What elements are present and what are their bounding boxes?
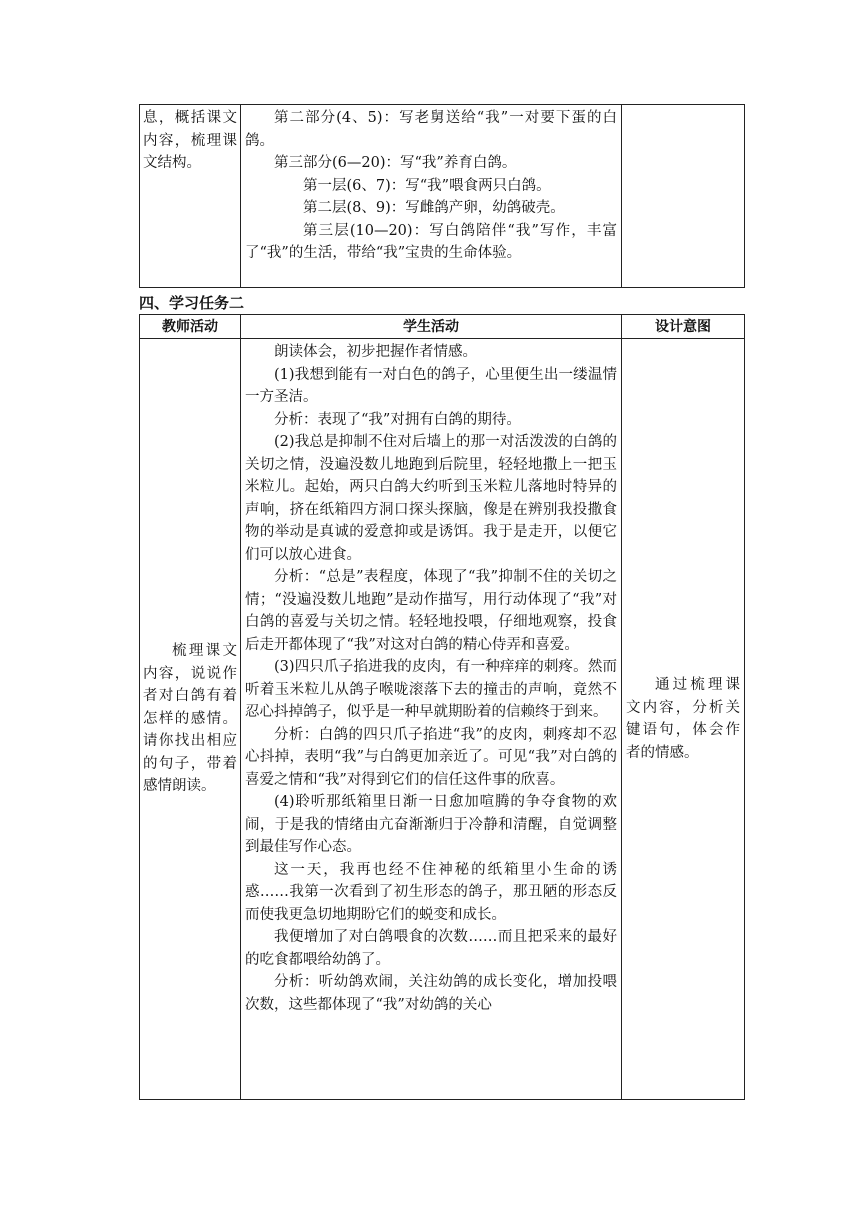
task-table xyxy=(139,314,745,1100)
design-intent-cell xyxy=(622,339,745,1100)
table-row xyxy=(140,105,745,288)
structure-line: 第三部分(6—20)：写“我”养育白鸽。 xyxy=(274,155,517,171)
teacher-activity-cell xyxy=(140,339,241,1100)
teacher-activity-cell xyxy=(140,105,241,288)
structure-line: 第三层(10—20)：写白鸽陪伴“我”写作，丰富了“我”的生活，带给“我”宝贵的生命体验。 xyxy=(245,222,617,261)
header-teacher-activity: 教师活动 xyxy=(140,315,241,339)
student-activity-cell xyxy=(241,339,622,1100)
student-paragraph: (4)聆听那纸箱里日渐一日愈加喧腾的争夺食物的欢闹，于是我的情绪由亢奋渐渐归于冷静和清醒，自觉调整到最佳写作心态。 xyxy=(245,794,617,855)
student-paragraph: 分析：白鸽的四只爪子掐进“我”的皮肉，刺疼却不忍心抖掉，表明“我”与白鸽更加亲近了。可见“我”对白鸽的喜爱之情和“我”对得到它们的信任这件事的欣喜。 xyxy=(245,726,617,788)
student-paragraph: 分析：“总是”表程度，体现了“我”抑制不住的关切之情；“没遍没数儿地跑”是动作描写，用行动体现了“我”对白鸽的喜爱与关切之情。轻轻地投喂，仔细地观察，投食后走开都体现了“我”对这对白鸽的精心侍弄和喜爱。 xyxy=(245,569,617,653)
header-design-intent: 设计意图 xyxy=(622,315,745,339)
header-student-activity: 学生活动 xyxy=(241,315,622,339)
structure-table xyxy=(139,104,745,288)
student-activity-cell xyxy=(241,105,622,288)
student-paragraph: 分析：表现了“我”对拥有白鸽的期待。 xyxy=(274,411,521,428)
structure-line: 第二层(8、9)：写雌鸽产卵，幼鸽破壳。 xyxy=(303,200,565,216)
teacher-activity-text: 梳理课文内容，说说作者对白鸽有着怎样的感情。请你找出相应的句子，带着感情朗读。 xyxy=(143,643,237,795)
student-paragraph: 我便增加了对白鸽喂食的次数……而且把采来的最好的吃食都喂给幼鸽了。 xyxy=(245,929,617,968)
structure-line: 第二部分(4、5)：写老舅送给“我”一对要下蛋的白鸽。 xyxy=(245,110,617,149)
design-intent-cell xyxy=(622,105,745,288)
design-intent-text: 通过梳理课文内容，分析关键语句，体会作者的情感。 xyxy=(626,677,740,761)
section-heading: 四、学习任务二 xyxy=(139,294,245,312)
student-paragraph: 这一天，我再也经不住神秘的纸箱里小生命的诱惑……我第一次看到了初生形态的鸽子，那丑陋的形态反而使我更急切地期盼它们的蜕变和成长。 xyxy=(245,861,617,923)
table-row xyxy=(140,339,745,1100)
student-paragraph: (2)我总是抑制不住对后墙上的那一对活泼泼的白鸽的关切之情，没遍没数儿地跑到后院里，轻轻地撒上一把玉米粒儿。起始，两只白鸽大约听到玉米粒儿落地时特异的声响，挤在纸箱四方洞口探头探脑，像是在辨别我投撒食物的举动是真诚的爱意抑或是诱饵。我于是走开，以便它们可以放心进食。 xyxy=(245,434,617,563)
student-paragraph: 朗读体会，初步把握作者情感。 xyxy=(274,344,477,360)
teacher-activity-text: 息，概括课文内容，梳理课文结构。 xyxy=(143,110,237,171)
student-paragraph: (1)我想到能有一对白色的鸽子，心里便生出一缕温情一方圣洁。 xyxy=(245,366,617,405)
structure-line: 第一层(6、7)：写“我”喂食两只白鸽。 xyxy=(303,177,551,194)
student-paragraph: (3)四只爪子掐进我的皮肉，有一种痒痒的刺疼。然而听着玉米粒儿从鸽子喉咙滚落下去的撞击的声响，竟然不忍心抖掉鸽子，似乎是一种早就期盼着的信赖终于到来。 xyxy=(245,659,617,720)
table-header-row xyxy=(140,315,745,339)
student-paragraph: 分析：听幼鸽欢闹，关注幼鸽的成长变化，增加投喂次数，这些都体现了“我”对幼鸽的关心 xyxy=(245,974,617,1013)
